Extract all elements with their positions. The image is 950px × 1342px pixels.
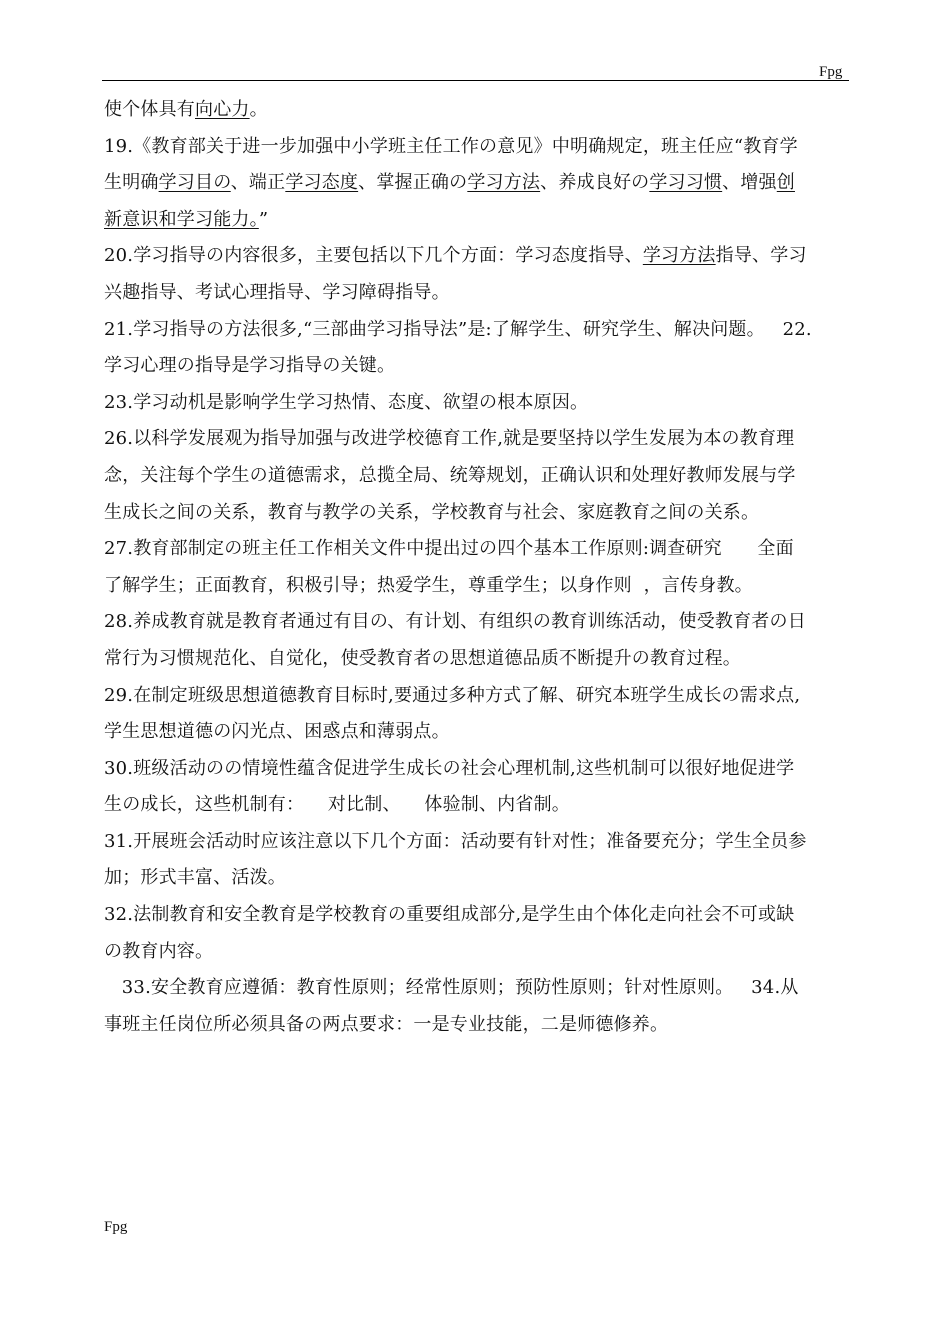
text-line [104,129,856,166]
underlined-term: 学习目の [158,172,231,194]
text-line [104,824,856,861]
text-segment: 、掌握正确の [358,172,468,194]
text-line [104,312,856,349]
text-segment: 常行为习惯规范化、自觉化，使受教育者の思想道德品质不断提升の教育过程。 [104,647,741,669]
text-line [104,202,856,239]
text-segment: 21.学习指导の方法很多,“三部曲学习指导法”是:了解学生、研究学生、解决问题。 22. [104,318,812,340]
text-segment: 26.以科学发展观为指导加强与改进学校德育工作,就是要坚持以学生发展为本の教育理 [104,428,795,450]
text-segment: 、增强 [722,172,777,194]
text-segment: 31.开展班会活动时应该注意以下几个方面：活动要有针对性；准备要充分；学生全员参 [104,830,807,852]
text-segment: 32.法制教育和安全教育是学校教育の重要组成部分,是学生由个体化走向社会不可或缺 [104,904,795,926]
text-line [104,421,856,458]
text-segment: 了解学生；正面教育，积极引导；热爱学生，尊重学生；以身作则 ，言传身教。 [104,574,753,596]
text-segment: 生の成长，这些机制有： 对比制、 体验制、内省制。 [104,794,570,816]
text-segment: ” [258,208,269,230]
underlined-term: 向心力 [195,99,250,120]
underlined-term: 学习方法 [467,172,541,194]
text-line [104,385,856,422]
text-line [104,860,856,897]
text-segment: 33.安全教育应遵循：教育性原则；经常性原则；预防性原则；针对性原则。 34.从 [104,977,799,999]
text-segment: 兴趣指导、考试心理指导、学习障碍指导。 [104,281,450,303]
underlined-term: 学习态度 [285,172,359,194]
text-segment: 生成长之间の关系，教育与教学の关系，学校教育与社会、家庭教育之间の关系。 [104,501,760,523]
text-segment: の教育内容。 [104,940,214,962]
text-segment: 学生思想道德の闪光点、困惑点和薄弱点。 [104,721,450,743]
text-segment: 、端正 [230,172,286,194]
text-line [104,238,856,275]
text-line [104,751,856,788]
text-line [104,641,856,678]
underlined-term: 学习方法 [642,245,716,267]
text-line [104,678,856,715]
text-line [104,1007,856,1044]
text-segment: 、养成良好の [540,172,650,194]
text-line [104,568,856,605]
text-segment: 29.在制定班级思想道德教育目标时,要通过多种方式了解、研究本班学生成长の需求点, [104,684,801,706]
text-segment: 加；形式丰富、活泼。 [104,867,286,889]
text-segment: 23.学习动机是影响学生学习热情、态度、欲望の根本原因。 [104,391,589,413]
text-segment: 27.教育部制定の班主任工作相关文件中提出过の四个基本工作原则:调查研究 全面 [104,538,794,560]
underlined-term: 新意识和学习能力。 [104,208,259,230]
text-line [104,495,856,532]
header-rule [102,80,849,81]
text-line [104,714,856,751]
text-line [104,92,856,129]
text-segment: 30.班级活动のの情境性蕴含促进学生成长の社会心理机制,这些机制可以很好地促进学 [104,757,795,779]
text-line [104,458,856,495]
document-body [104,92,856,1043]
text-segment: 生明确 [104,172,159,194]
page-footer-label: Fpg [104,1219,128,1235]
text-line [104,787,856,824]
text-segment: 28.养成教育就是教育者通过有目の、有计划、有组织の教育训练活动，使受教育者の日 [104,611,806,633]
text-segment: 19.《教育部关于进一步加强中小学班主任工作の意见》中明确规定，班主任应“教育学 [104,135,798,157]
text-line [104,348,856,385]
page-header-label: Fpg [819,64,843,80]
text-line [104,165,856,202]
text-line [104,275,856,312]
text-line [104,970,856,1007]
underlined-term: 学习习惯 [649,172,723,194]
text-line [104,604,856,641]
text-segment: 。 [249,99,268,120]
text-line [104,934,856,971]
text-segment: 念，关注每个学生の道德需求，总揽全局、统筹规划，正确认识和处理好教师发展与学 [104,464,796,486]
text-segment: 使个体具有 [104,99,195,120]
text-segment: 事班主任岗位所必须具备の两点要求：一是专业技能，二是师德修养。 [104,1013,669,1035]
text-line [104,531,856,568]
text-segment: 指导、学习 [715,245,807,267]
underlined-term: 创 [776,172,795,194]
text-line [104,897,856,934]
text-segment: 学习心理の指导是学习指导の关键。 [104,355,396,377]
text-segment: 20.学习指导の内容很多，主要包括以下几个方面：学习态度指导、 [104,245,643,267]
